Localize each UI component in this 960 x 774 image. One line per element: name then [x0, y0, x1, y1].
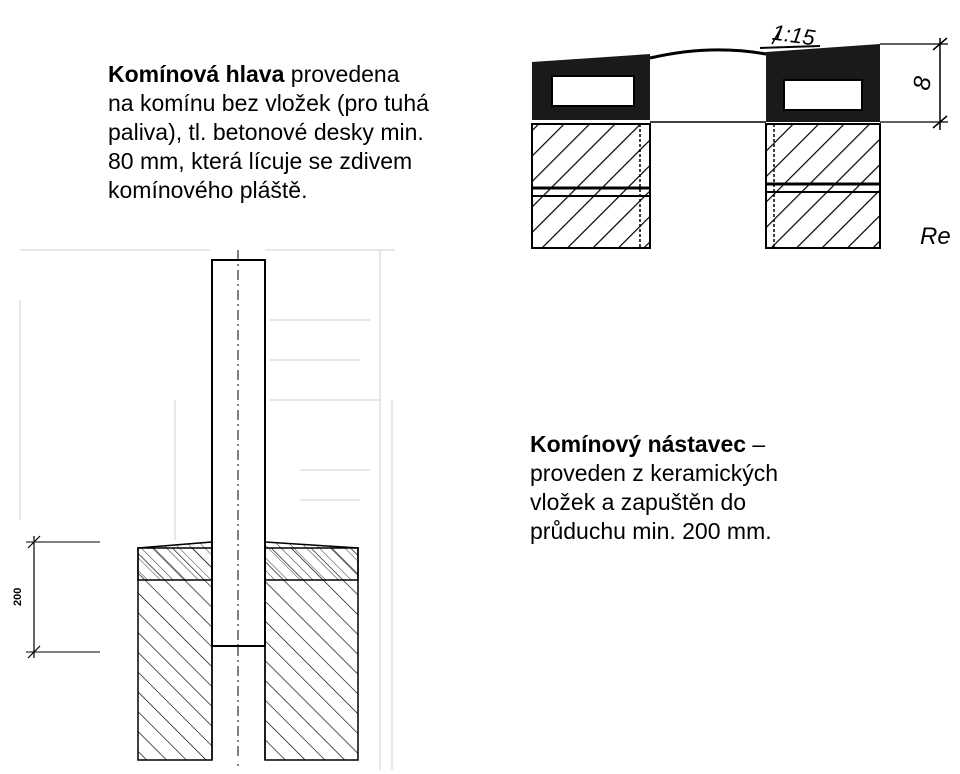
chimney-head-section [532, 20, 951, 250]
caption-head-line3: paliva), tl. betonové desky min. [108, 119, 424, 145]
crown-mortar-left [138, 542, 212, 580]
caption-head-line2: na komínu bez vložek (pro tuhá [108, 90, 429, 116]
caption-ext-title: Komínový nástavec [530, 431, 747, 457]
crown-mortar-right [265, 542, 358, 580]
caption-head-line4: 80 mm, která lícuje se zdivem [108, 148, 413, 174]
caption-ext-line1: – [746, 431, 766, 457]
height-label: 8 [908, 74, 938, 93]
slope-label: 1:15 [770, 19, 817, 51]
masonry-left [532, 124, 650, 248]
flue-top-line [650, 50, 766, 58]
caption-ext-line2: proveden z keramických [530, 460, 778, 486]
caption-head-title: Komínová hlava [108, 61, 285, 87]
caption-head-line5: komínového pláště. [108, 177, 308, 203]
caption-head-line1: provedena [284, 61, 400, 87]
masonry-right [766, 124, 880, 248]
cap-opening-right [784, 80, 862, 110]
caption-ext-line3: vložek a zapuštěn do [530, 489, 747, 515]
chimney-extension-section [12, 250, 395, 770]
depth-label: 200 [12, 587, 24, 606]
partial-label: Re [920, 223, 951, 250]
caption-ext-line4: průduchu min. 200 mm. [530, 518, 772, 544]
cap-opening-left [552, 76, 634, 106]
